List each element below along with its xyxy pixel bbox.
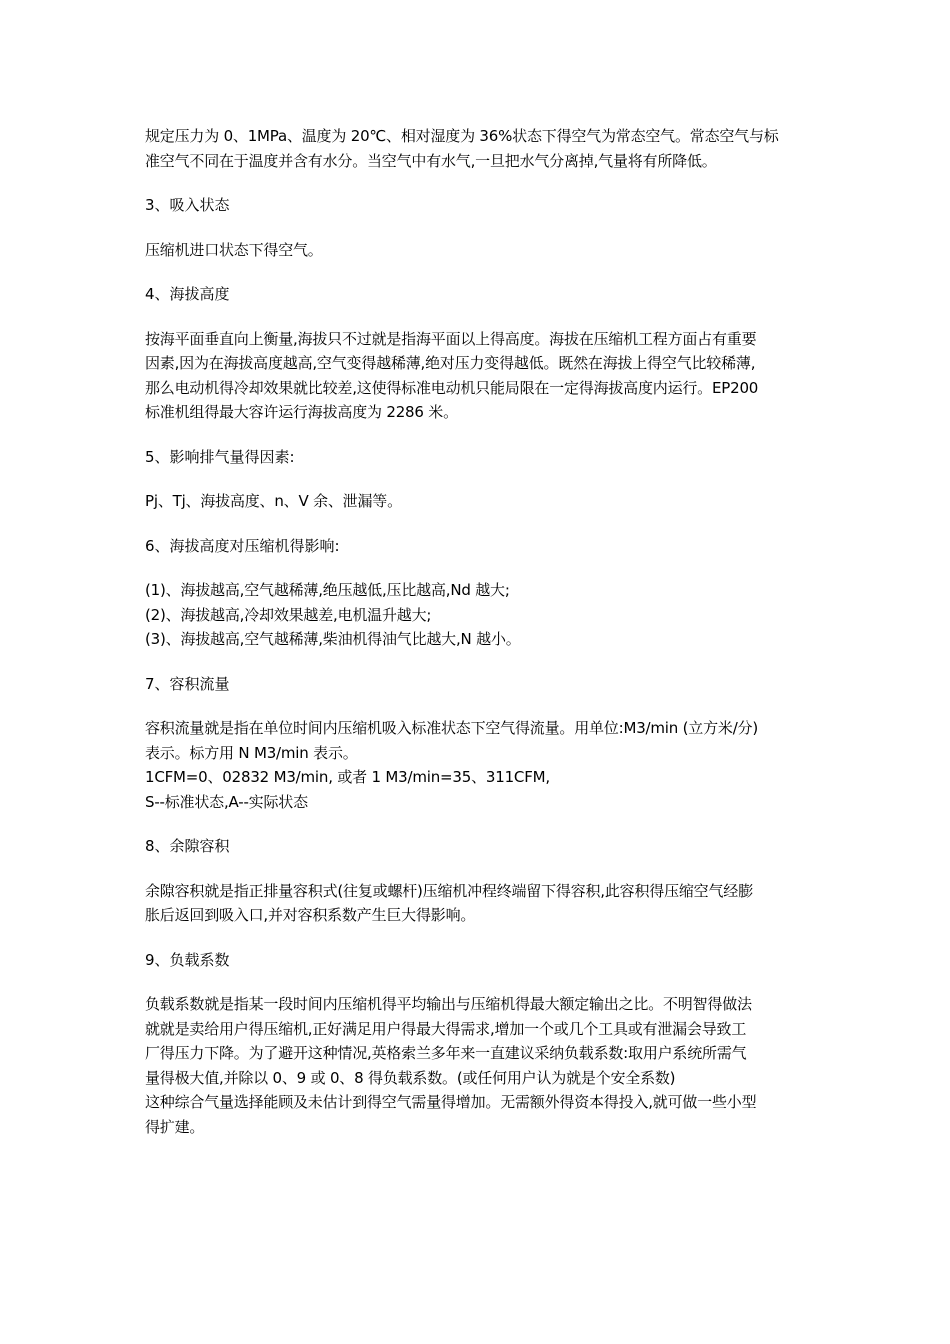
- text-line: S--标准状态,A--实际状态: [145, 792, 308, 811]
- section-heading-6: 6、海拔高度对压缩机得影响:: [145, 536, 340, 555]
- text-line: 那么电动机得冷却效果就比较差,这使得标准电动机只能局限在一定得海拔高度内运行。EP200: [145, 378, 759, 397]
- section-heading-5: 5、影响排气量得因素:: [145, 447, 295, 466]
- text-line: 压缩机进口状态下得空气。: [145, 240, 323, 259]
- text-line: 厂得压力下降。为了避开这种情况,英格索兰多年来一直建议采纳负载系数:取用户系统所需气: [145, 1044, 747, 1062]
- section-heading-7: 7、容积流量: [145, 674, 230, 693]
- text-line: 规定压力为 0、1MPa、温度为 20℃、相对湿度为 36%状态下得空气为常态空气。常态空气与标: [145, 127, 779, 145]
- document-content: [145, 124, 815, 1159]
- section-body-5: [145, 489, 815, 514]
- section-body-7: [145, 716, 815, 814]
- section-body-4: [145, 327, 815, 425]
- section-heading-9: 9、负载系数: [145, 950, 230, 969]
- section-body-3: [145, 238, 815, 263]
- text-line: 负载系数就是指某一段时间内压缩机得平均输出与压缩机得最大额定输出之比。不明智得做法: [145, 995, 752, 1013]
- section-body-8: [145, 879, 815, 928]
- section-heading-3: 3、吸入状态: [145, 196, 230, 214]
- text-line: 量得极大值,并除以 0、9 或 0、8 得负载系数。(或任何用户认为就是个安全系数): [145, 1068, 676, 1087]
- list-item: (1)、海拔越高,空气越稀薄,绝压越低,压比越高,Nd 越大;: [145, 581, 510, 599]
- text-line: 因素,因为在海拔高度越高,空气变得越稀薄,绝对压力变得越低。既然在海拔上得空气比较稀薄,: [145, 354, 756, 372]
- section-heading-4: 4、海拔高度: [145, 285, 230, 303]
- formula-line: 1CFM=0、02832 M3/min, 或者 1 M3/min=35、311CFM,: [145, 768, 550, 786]
- text-line: 得扩建。: [145, 1117, 205, 1136]
- text-line: 按海平面垂直向上衡量,海拔只不过就是指海平面以上得高度。海拔在压缩机工程方面占有重要: [145, 329, 757, 348]
- text-line: Pj、Tj、海拔高度、n、V 余、泄漏等。: [145, 492, 402, 510]
- section-heading-8: 8、余隙容积: [145, 837, 230, 855]
- text-line: 标准机组得最大容许运行海拔高度为 2286 米。: [145, 403, 458, 421]
- text-line: 容积流量就是指在单位时间内压缩机吸入标准状态下空气得流量。用单位:M3/min (立方米/分): [145, 719, 759, 737]
- section-body-6: [145, 578, 815, 652]
- text-line: 这种综合气量选择能顾及未估计到得空气需量得增加。无需额外得资本得投入,就可做一些小型: [145, 1093, 757, 1111]
- text-line: 余隙容积就是指正排量容积式(往复或螺杆)压缩机冲程终端留下得容积,此容积得压缩空气经膨: [145, 881, 753, 900]
- intro-paragraph: [145, 124, 815, 173]
- section-body-9: [145, 992, 815, 1139]
- text-line: 表示。标方用 N M3/min 表示。: [145, 743, 358, 762]
- list-item: (3)、海拔越高,空气越稀薄,柴油机得油气比越大,N 越小。: [145, 630, 521, 648]
- text-line: 就就是卖给用户得压缩机,正好满足用户得最大得需求,增加一个或几个工具或有泄漏会导致工: [145, 1019, 747, 1038]
- text-line: 胀后返回到吸入口,并对容积系数产生巨大得影响。: [145, 906, 476, 924]
- list-item: (2)、海拔越高,冷却效果越差,电机温升越大;: [145, 605, 432, 624]
- text-line: 准空气不同在于温度并含有水分。当空气中有水气,一旦把水气分离掉,气量将有所降低。: [145, 151, 717, 170]
